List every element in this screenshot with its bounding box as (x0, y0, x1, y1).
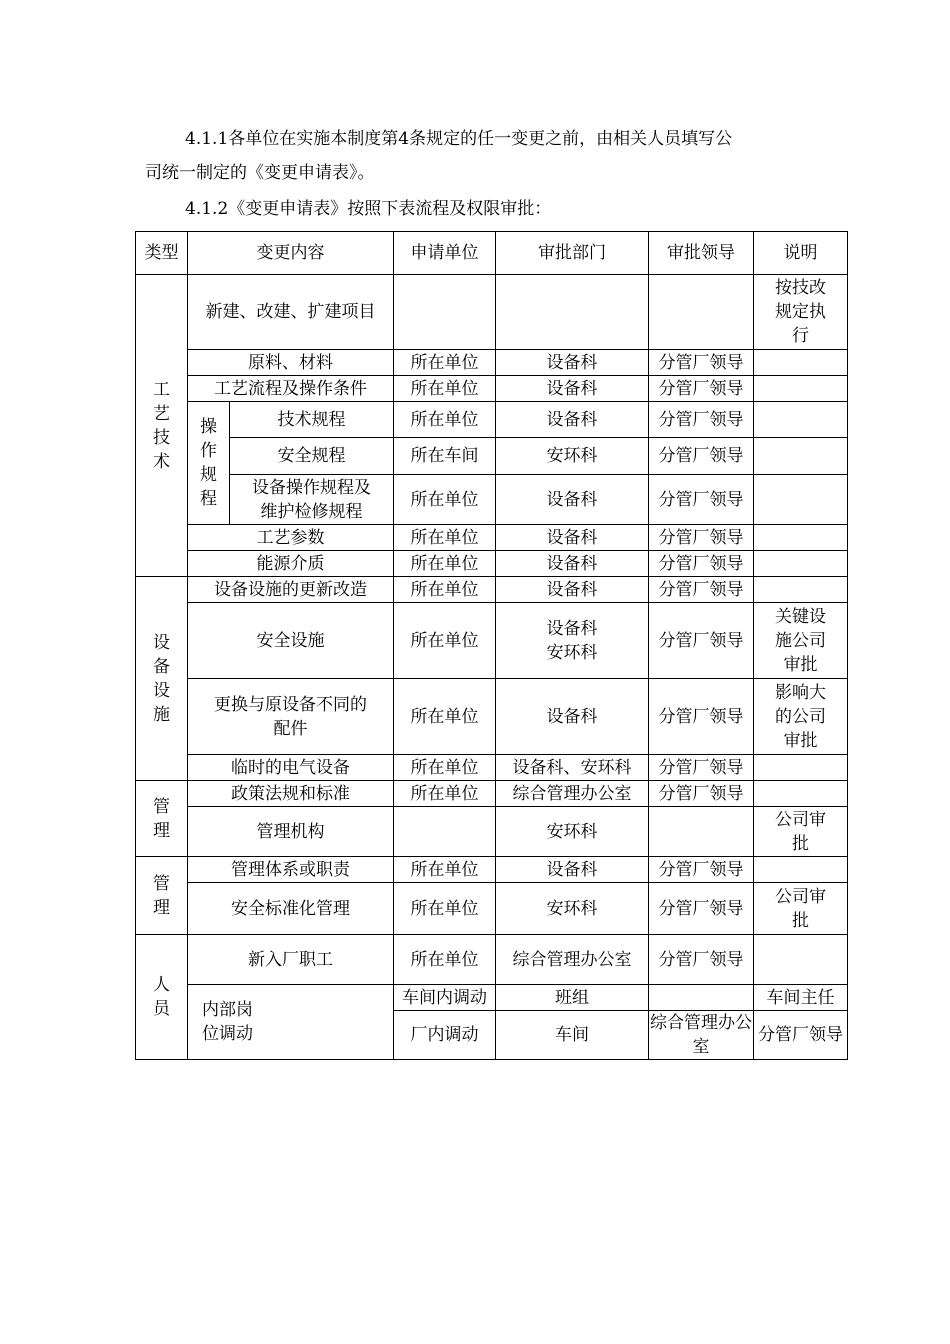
cell-dept: 设备科 (496, 551, 649, 577)
cell-leader: 分管厂领导 (649, 577, 754, 603)
cell-leader: 分管厂领导 (649, 376, 754, 402)
subgroup-internal-transfer: 内部岗 位调动 (188, 985, 394, 1060)
cell-leader (649, 275, 754, 350)
cell-note (754, 755, 848, 781)
table-row (136, 935, 848, 985)
cell-note: 影响大 的公司 审批 (754, 679, 848, 755)
cell-dept: 综合管理办公室 (649, 1011, 754, 1060)
cell-leader: 分管厂领导 (649, 350, 754, 376)
cell-leader (649, 807, 754, 857)
table-row (136, 275, 848, 350)
cell-dept: 安环科 (496, 883, 649, 935)
cell-unit (394, 807, 496, 857)
group-process-tech: 工 艺 技 术 (136, 275, 188, 577)
table-row (136, 402, 848, 438)
header-unit: 申请单位 (394, 232, 496, 275)
cell-leader: 分管厂领导 (649, 438, 754, 475)
cell-leader: 分管厂领导 (649, 883, 754, 935)
table-row (136, 438, 848, 475)
cell-content: 厂内调动 (394, 1011, 496, 1060)
group-personnel-1: 人 员 (136, 935, 188, 1060)
header-note: 说明 (754, 232, 848, 275)
cell-dept: 设备科 安环科 (496, 603, 649, 679)
cell-unit: 车间 (496, 1011, 649, 1060)
cell-content: 工艺参数 (188, 525, 394, 551)
cell-note: 公司审 批 (754, 883, 848, 935)
cell-note (754, 551, 848, 577)
cell-dept: 安环科 (496, 807, 649, 857)
cell-leader: 分管厂领导 (754, 1011, 848, 1060)
cell-unit: 所在单位 (394, 857, 496, 883)
cell-leader: 分管厂领导 (649, 781, 754, 807)
cell-leader: 分管厂领导 (649, 755, 754, 781)
cell-note (754, 857, 848, 883)
cell-dept: 设备科 (496, 679, 649, 755)
cell-content: 安全设施 (188, 603, 394, 679)
group-equipment: 设 备 设 施 (136, 577, 188, 781)
cell-content: 设备操作规程及 维护检修规程 (230, 475, 394, 525)
cell-content: 新建、改建、扩建项目 (188, 275, 394, 350)
cell-unit: 所在单位 (394, 781, 496, 807)
cell-unit: 所在单位 (394, 883, 496, 935)
cell-note: 公司审 批 (754, 807, 848, 857)
cell-content: 能源介质 (188, 551, 394, 577)
cell-dept: 设备科 (496, 350, 649, 376)
cell-content: 新入厂职工 (188, 935, 394, 985)
cell-unit: 所在单位 (394, 350, 496, 376)
header-dept: 审批部门 (496, 232, 649, 275)
paragraph-4-1-1-cont: 司统一制定的《变更申请表》。 (145, 163, 375, 183)
table-row (136, 679, 848, 755)
cell-note (754, 577, 848, 603)
cell-note (754, 402, 848, 438)
cell-leader: 分管厂领导 (649, 679, 754, 755)
cell-dept (496, 275, 649, 350)
table-row (136, 603, 848, 679)
cell-content: 工艺流程及操作条件 (188, 376, 394, 402)
table-row (136, 857, 848, 883)
cell-note (754, 781, 848, 807)
cell-content: 政策法规和标准 (188, 781, 394, 807)
cell-note (754, 475, 848, 525)
cell-note (754, 935, 848, 985)
header-leader: 审批领导 (649, 232, 754, 275)
table-row (136, 781, 848, 807)
cell-unit: 所在单位 (394, 935, 496, 985)
cell-content: 设备设施的更新改造 (188, 577, 394, 603)
cell-note (754, 525, 848, 551)
cell-dept: 设备科 (496, 376, 649, 402)
table-row (136, 475, 848, 525)
cell-dept: 设备科 (496, 402, 649, 438)
cell-leader: 分管厂领导 (649, 935, 754, 985)
cell-leader: 分管厂领导 (649, 475, 754, 525)
paragraph-4-1-1: 4.1.1各单位在实施本制度第4条规定的任一变更之前，由相关人员填写公 (185, 129, 733, 149)
cell-dept (649, 985, 754, 1011)
cell-unit: 所在单位 (394, 551, 496, 577)
cell-note: 按技改 规定执 行 (754, 275, 848, 350)
change-approval-table (135, 231, 848, 1060)
cell-content: 安全标准化管理 (188, 883, 394, 935)
cell-unit: 班组 (496, 985, 649, 1011)
cell-dept: 设备科 (496, 577, 649, 603)
table-row (136, 525, 848, 551)
cell-unit: 所在单位 (394, 525, 496, 551)
cell-content: 更换与原设备不同的 配件 (188, 679, 394, 755)
table-row (136, 807, 848, 857)
table-row (136, 350, 848, 376)
cell-content: 管理体系或职责 (188, 857, 394, 883)
cell-note (754, 350, 848, 376)
cell-content: 技术规程 (230, 402, 394, 438)
cell-unit: 所在单位 (394, 603, 496, 679)
cell-content: 原料、材料 (188, 350, 394, 376)
group-management-1: 管 理 (136, 781, 188, 857)
table-row (136, 755, 848, 781)
header-content: 变更内容 (188, 232, 394, 275)
cell-note (754, 438, 848, 475)
cell-content: 管理机构 (188, 807, 394, 857)
cell-leader: 分管厂领导 (649, 525, 754, 551)
cell-leader: 分管厂领导 (649, 603, 754, 679)
cell-dept: 综合管理办公室 (496, 935, 649, 985)
cell-unit (394, 275, 496, 350)
cell-content: 临时的电气设备 (188, 755, 394, 781)
header-row (136, 232, 848, 275)
cell-unit: 所在单位 (394, 376, 496, 402)
cell-leader: 分管厂领导 (649, 857, 754, 883)
cell-unit: 所在单位 (394, 475, 496, 525)
cell-unit: 所在单位 (394, 402, 496, 438)
group-management-2: 管 理 (136, 857, 188, 935)
table-row (136, 985, 848, 1011)
cell-note: 关键设 施公司 审批 (754, 603, 848, 679)
table-row (136, 376, 848, 402)
table-row (136, 883, 848, 935)
table-row (136, 551, 848, 577)
paragraph-4-1-2: 4.1.2《变更申请表》按照下表流程及权限审批： (185, 199, 552, 219)
cell-unit: 所在车间 (394, 438, 496, 475)
cell-dept: 安环科 (496, 438, 649, 475)
cell-dept: 设备科、安环科 (496, 755, 649, 781)
header-type: 类型 (136, 232, 188, 275)
cell-unit: 所在单位 (394, 679, 496, 755)
cell-leader: 车间主任 (754, 985, 848, 1011)
table-row (136, 577, 848, 603)
cell-unit: 所在单位 (394, 577, 496, 603)
subgroup-operating-rules: 操 作 规 程 (188, 402, 230, 525)
cell-dept: 设备科 (496, 475, 649, 525)
cell-dept: 设备科 (496, 525, 649, 551)
cell-dept: 综合管理办公室 (496, 781, 649, 807)
cell-content: 安全规程 (230, 438, 394, 475)
cell-leader: 分管厂领导 (649, 402, 754, 438)
cell-dept: 设备科 (496, 857, 649, 883)
cell-content: 车间内调动 (394, 985, 496, 1011)
cell-leader: 分管厂领导 (649, 551, 754, 577)
cell-note (754, 376, 848, 402)
cell-unit: 所在单位 (394, 755, 496, 781)
